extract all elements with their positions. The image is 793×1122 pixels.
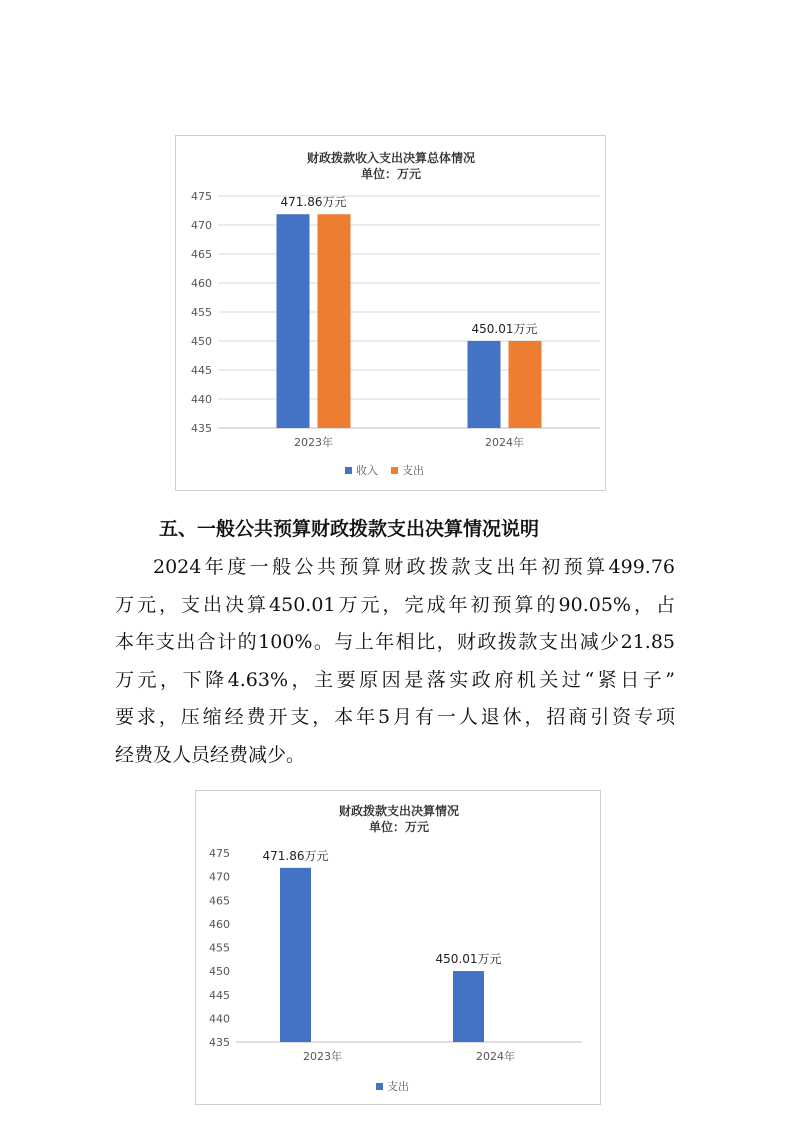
paragraph-line-5: 要求，压缩经费开支，本年5月有一人退休，招商引资专项: [115, 706, 675, 728]
chart1-ytick: 475: [191, 190, 212, 203]
chart2-svg: [196, 791, 602, 1106]
chart1-legend-swatch: [345, 467, 352, 474]
paragraph-line-2: 万元，支出决算450.01万元，完成年初预算的90.05%，占: [115, 593, 675, 616]
chart1-ytick: 465: [191, 248, 212, 261]
chart1-ytick: 440: [191, 393, 212, 406]
chart2-title: 财政拨款支出决算情况: [338, 804, 460, 818]
chart1-subtitle: 单位：万元: [360, 167, 422, 181]
paragraph-line-4: 万元，下降4.63%，主要原因是落实政府机关过“紧日子”: [115, 668, 675, 691]
chart1-ytick: 450: [191, 335, 212, 348]
chart2-data-label: 450.01万元: [435, 952, 502, 967]
chart2-ytick: 435: [209, 1036, 230, 1049]
chart2-category-label: 2023年: [303, 1050, 342, 1063]
paragraph-line-6: 经费及人员经费减少。: [115, 743, 306, 766]
chart1-data-label: 450.01万元: [471, 321, 538, 336]
chart1-ytick: 470: [191, 219, 212, 232]
chart2-data-label: 471.86万元: [262, 848, 329, 863]
chart2-ytick: 445: [209, 988, 230, 1002]
chart2-ytick: 475: [209, 847, 230, 860]
chart1-legend-label: 支出: [402, 464, 424, 477]
chart2-plot: [209, 847, 582, 1093]
chart1-bar-支出-2024年: [509, 341, 542, 428]
chart1-category-label: 2024年: [485, 436, 524, 449]
chart1-title: 财政拨款收入支出决算总体情况: [306, 151, 476, 165]
chart1-plot: [191, 190, 600, 477]
chart1-ytick: 460: [191, 277, 212, 290]
chart-overall-income-expenditure: [175, 135, 606, 491]
chart2-ytick: 455: [209, 941, 230, 955]
chart1-legend-label: 收入: [356, 464, 378, 477]
chart1-bar-收入-2024年: [468, 341, 501, 428]
chart2-category-label: 2024年: [476, 1050, 515, 1063]
chart1-ytick: 435: [191, 422, 212, 435]
chart2-subtitle: 单位：万元: [368, 820, 430, 834]
chart1-ytick: 455: [191, 306, 212, 319]
chart2-bar-支出-2024年: [453, 971, 484, 1042]
chart2-legend-label: 支出: [387, 1080, 409, 1093]
chart1-category-label: 2023年: [294, 436, 333, 449]
chart1-bar-支出-2023年: [318, 214, 351, 428]
chart1-svg: [176, 136, 607, 492]
chart-expenditure: [195, 790, 601, 1105]
chart1-bar-收入-2023年: [277, 214, 310, 428]
chart1-legend-swatch: [391, 467, 398, 474]
chart2-ytick: 440: [209, 1012, 230, 1026]
chart2-ytick: 460: [209, 917, 230, 931]
chart1-data-label: 471.86万元: [280, 195, 347, 210]
chart2-legend-swatch: [376, 1083, 383, 1090]
chart2-ytick: 470: [209, 870, 230, 884]
section-heading: 五、一般公共预算财政拨款支出决算情况说明: [159, 518, 540, 540]
chart1-ytick: 445: [191, 364, 212, 377]
section-paragraph: [115, 549, 675, 774]
chart2-ytick: 465: [209, 894, 230, 908]
chart2-bar-支出-2023年: [280, 868, 311, 1042]
paragraph-line-1: 2024年度一般公共预算财政拨款支出年初预算499.76: [153, 556, 675, 578]
chart2-ytick: 450: [209, 965, 230, 979]
paragraph-line-3: 本年支出合计的100%。与上年相比，财政拨款支出减少21.85: [115, 631, 675, 653]
